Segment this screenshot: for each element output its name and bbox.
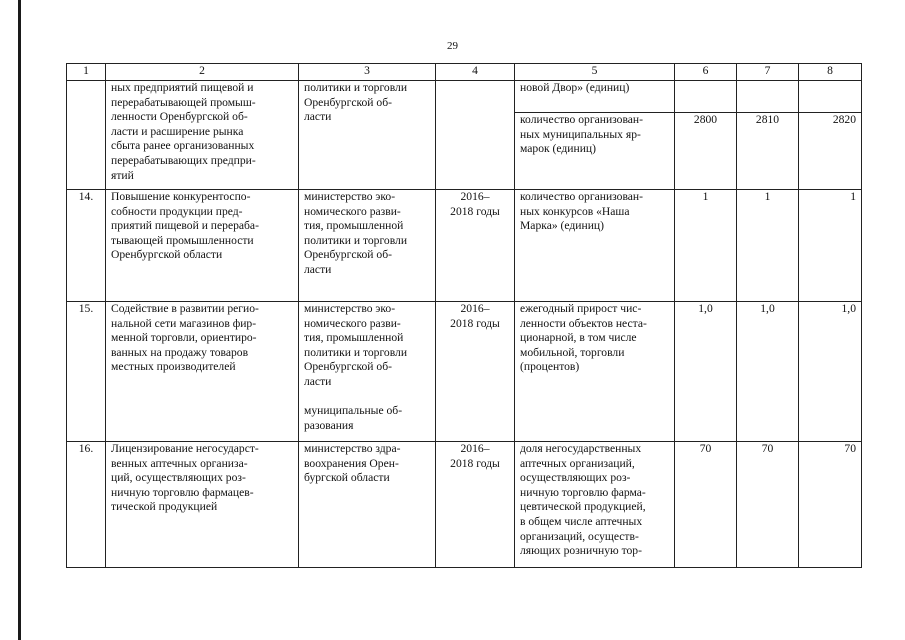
responsible-cell: министерство эко- номического разви- тия, промышленной политики и торговли Оренбургской об- ласти муниципальные об- разования bbox=[299, 302, 436, 442]
row-number: 15. bbox=[67, 302, 106, 442]
value-2017: 2810 bbox=[737, 113, 799, 190]
column-header: 8 bbox=[799, 64, 862, 81]
row-number: 14. bbox=[67, 190, 106, 302]
value-2018: 1 bbox=[799, 190, 862, 302]
measure-cell: Содействие в развитии регио- нальной сети магазинов фир- менной торговли, ориентиро- ванных на продажу товаров местных производителей bbox=[106, 302, 299, 442]
column-header: 7 bbox=[737, 64, 799, 81]
indicator-cell: доля негосударственных аптечных организаций, осуществляющих роз- ничную торговлю фарма- цевтической продукцией, в общем числе аптечных организаций, осуществ- ляющих розничную тор- bbox=[515, 442, 675, 568]
indicator-cell: количество организован- ных конкурсов «Наша Марка» (единиц) bbox=[515, 190, 675, 302]
value-2017 bbox=[737, 81, 799, 113]
column-header: 5 bbox=[515, 64, 675, 81]
period-cell: 2016– 2018 годы bbox=[436, 302, 515, 442]
value-2016: 2800 bbox=[675, 113, 737, 190]
period-cell bbox=[436, 81, 515, 190]
measure-cell: Лицензирование негосударст- венных аптечных организа- ций, осуществляющих роз- ничную торговлю фармацев- тической продукцией bbox=[106, 442, 299, 568]
column-header: 3 bbox=[299, 64, 436, 81]
column-number-row bbox=[67, 64, 862, 81]
value-2016 bbox=[675, 81, 737, 113]
scan-edge-line bbox=[18, 0, 21, 640]
table-row bbox=[67, 302, 862, 442]
measure-cell: Повышение конкурентоспо- собности продукции пред- приятий пищевой и перераба- тывающей промышленности Оренбургской области bbox=[106, 190, 299, 302]
responsible-cell: министерство эко- номического разви- тия, промышленной политики и торговли Оренбургской об- ласти bbox=[299, 190, 436, 302]
indicator-cell: ежегодный прирост чис- ленности объектов неста- ционарной, в том числе мобильной, торговли (процентов) bbox=[515, 302, 675, 442]
value-2018 bbox=[799, 81, 862, 113]
page-number: 29 bbox=[447, 40, 458, 52]
period-cell: 2016– 2018 годы bbox=[436, 442, 515, 568]
row-number: 16. bbox=[67, 442, 106, 568]
value-2016: 1 bbox=[675, 190, 737, 302]
value-2018: 2820 bbox=[799, 113, 862, 190]
responsible-cell: политики и торговли Оренбургской об- ласти bbox=[299, 81, 436, 190]
measure-cell: ных предприятий пищевой и перерабатывающей промыш- ленности Оренбургской об- ласти и расширение рынка сбыта ранее организованных перерабатывающих предпри- ятий bbox=[106, 81, 299, 190]
value-2016: 70 bbox=[675, 442, 737, 568]
column-header: 4 bbox=[436, 64, 515, 81]
value-2017: 1,0 bbox=[737, 302, 799, 442]
plan-table bbox=[66, 63, 862, 568]
table-row bbox=[67, 442, 862, 568]
period-cell: 2016– 2018 годы bbox=[436, 190, 515, 302]
responsible-cell: министерство здра- воохранения Орен- бургской области bbox=[299, 442, 436, 568]
column-header: 2 bbox=[106, 64, 299, 81]
indicator-cell: новой Двор» (единиц) bbox=[515, 81, 675, 113]
value-2016: 1,0 bbox=[675, 302, 737, 442]
column-header: 6 bbox=[675, 64, 737, 81]
continuation-row bbox=[67, 81, 862, 113]
table-row bbox=[67, 190, 862, 302]
value-2018: 70 bbox=[799, 442, 862, 568]
column-header: 1 bbox=[67, 64, 106, 81]
value-2018: 1,0 bbox=[799, 302, 862, 442]
value-2017: 1 bbox=[737, 190, 799, 302]
value-2017: 70 bbox=[737, 442, 799, 568]
row-number bbox=[67, 81, 106, 190]
indicator-cell: количество организован- ных муниципальных яр- марок (единиц) bbox=[515, 113, 675, 190]
